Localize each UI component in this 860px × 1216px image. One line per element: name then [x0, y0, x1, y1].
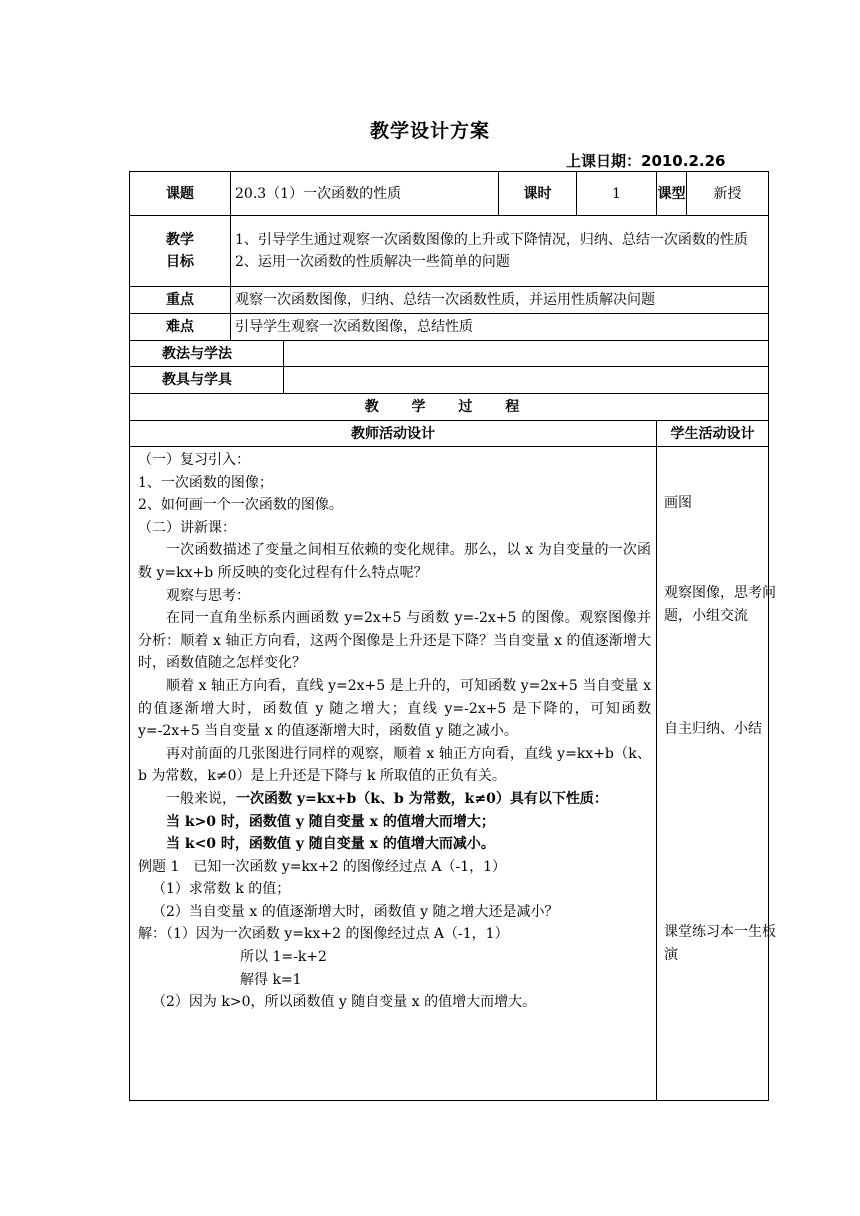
- difficulty-label: 难点: [130, 314, 231, 341]
- difficulty-value: 引导学生观察一次函数图像，总结性质: [231, 314, 769, 341]
- property-statement: [138, 788, 651, 811]
- hours-label: 课时: [499, 172, 577, 216]
- objective-2: 2、运用一次函数的性质解决一些简单的问题: [235, 254, 510, 270]
- review-item-2: 2、如何画一个一次函数的图像。: [138, 497, 343, 514]
- type-label: 课型: [657, 172, 687, 216]
- property-positive-k: 当 k>0 时，函数值 y 随自变量 x 的值增大而增大；: [166, 813, 495, 830]
- methods-value: [284, 341, 769, 367]
- student-column-header: 学生活动设计: [657, 421, 769, 447]
- new-lesson-heading: （二）讲新课：: [138, 519, 236, 536]
- hours-value: 1: [577, 172, 657, 216]
- objectives-label-line-1: 教学: [166, 232, 194, 248]
- intro-paragraph: 一次函数描述了变量之间相互依赖的变化规律。那么，以 x 为自变量的一次函数 y=kx+b 所反映的变化过程有什么特点呢？: [138, 542, 651, 581]
- student-activity-1: 画图: [664, 495, 692, 511]
- objectives-label: [130, 216, 231, 287]
- difficulty-row: [130, 314, 769, 341]
- type-value: 新授: [687, 172, 769, 216]
- tools-label: 教具与学具: [130, 367, 284, 394]
- key-point-label: 重点: [130, 287, 231, 314]
- student-activity-4: 课堂练习本一生板演: [664, 924, 776, 963]
- student-activity: [657, 447, 776, 1101]
- subject-label: 课题: [130, 172, 231, 216]
- activity-header-row: [130, 421, 769, 447]
- observe-heading: 观察与思考：: [166, 587, 250, 604]
- observe-result: 顺着 x 轴正方向看，直线 y=2x+5 是上升的，可知函数 y=2x+5 当自变量 x 的值逐渐增大时，函数值 y 随之增大；直线 y=-2x+5 是下降的，可知函数 y=-2x+5 当自变量 x 的值逐渐增大时，函数值 y 随之减小。: [138, 677, 651, 740]
- review-heading: （一）复习引入：: [138, 452, 250, 468]
- lesson-date: 上课日期：2010.2.26: [566, 152, 726, 170]
- example-question-2: （2）当自变量 x 的值逐渐增大时，函数值 y 随之增大还是减小？: [152, 903, 559, 920]
- solution-2: （2）因为 k>0，所以函数值 y 随自变量 x 的值增大而增大。: [152, 994, 537, 1011]
- methods-label: 教法与学法: [130, 341, 284, 367]
- key-point-value: 观察一次函数图像，归纳、总结一次函数性质，并运用性质解决问题: [231, 287, 769, 314]
- solution-1: 解：（1）因为一次函数 y=kx+2 的图像经过点 A（-1，1）: [138, 926, 509, 943]
- methods-row: [130, 341, 769, 367]
- objectives-label-line-2: 目标: [166, 254, 194, 270]
- review-item-1: 1、一次函数的图像；: [138, 474, 273, 491]
- objectives-value: [231, 216, 769, 287]
- activity-body-row: [130, 447, 769, 1101]
- example-1: 例题 1 已知一次函数 y=kx+2 的图像经过点 A（-1，1）: [138, 858, 507, 875]
- property-lead: 一般来说，: [166, 790, 236, 807]
- generalization: 再对前面的几张图进行同样的观察，顺着 x 轴正方向看，直线 y=kx+b（k、b 为常数，k≠0）是上升还是下降与 k 所取值的正负有关。: [138, 745, 651, 785]
- header-row: [130, 172, 769, 216]
- property-bold: 一次函数 y=kx+b（k、b 为常数，k≠0）具有以下性质：: [236, 790, 608, 807]
- objectives-row: [130, 216, 769, 287]
- key-point-row: [130, 287, 769, 314]
- property-negative-k: 当 k<0 时，函数值 y 随自变量 x 的值增大而减小。: [166, 836, 495, 853]
- solution-step-1: 所以 1=-k+2: [240, 949, 327, 966]
- subject-value: 20.3（1）一次函数的性质: [231, 172, 499, 216]
- student-activity-2: 观察图像，思考问题，小组交流: [664, 585, 776, 624]
- process-title-row: [130, 394, 769, 421]
- tools-row: [130, 367, 769, 394]
- teacher-column-header: 教师活动设计: [130, 421, 657, 447]
- student-activity-3: 自主归纳、小结: [664, 721, 762, 737]
- lesson-plan-table: [129, 171, 776, 1101]
- tools-value: [284, 367, 769, 394]
- solution-step-2: 解得 k=1: [240, 971, 302, 988]
- example-question-1: （1）求常数 k 的值；: [152, 881, 291, 898]
- process-title: 教 学 过 程: [130, 394, 769, 421]
- objective-1: 1、引导学生通过观察一次函数图像的上升或下降情况，归纳、总结一次函数的性质: [235, 232, 748, 248]
- document-title: 教学设计方案: [369, 120, 490, 142]
- observe-task: 在同一直角坐标系内画函数 y=2x+5 与函数 y=-2x+5 的图像。观察图像并分析：顺着 x 轴正方向看，这两个图像是上升还是下降？当自变量 x 的值逐渐增大时，函数值随之怎样变化？: [138, 610, 651, 672]
- teacher-activity: [130, 447, 657, 1101]
